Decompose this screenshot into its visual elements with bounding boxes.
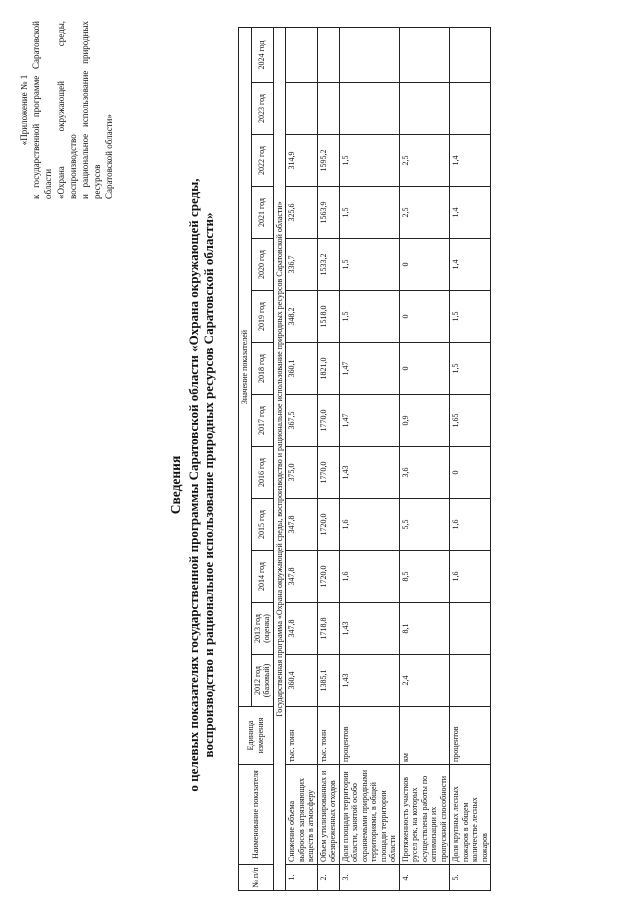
appendix-line: «Охрана окружающей среды, воспроизводство	[55, 21, 78, 199]
value-cell: 375,0	[286, 447, 318, 499]
value-cell: 1,4	[450, 239, 491, 291]
value-cell: 1,5	[339, 239, 399, 291]
row-number: 4.	[399, 865, 450, 891]
value-cell: 1,4	[450, 187, 491, 239]
value-cell: 3,6	[399, 447, 450, 499]
value-cell: 1,43	[339, 447, 399, 499]
value-cell	[317, 28, 339, 83]
value-cell	[399, 28, 450, 83]
row-number: 1.	[286, 865, 318, 891]
value-cell: 8,5	[399, 551, 450, 603]
value-cell: 2,5	[399, 187, 450, 239]
value-cell: 0	[399, 239, 450, 291]
value-cell	[286, 83, 318, 135]
value-cell: 1,5	[450, 291, 491, 343]
value-cell: 1,5	[339, 291, 399, 343]
year-header: 2017 год	[251, 395, 273, 447]
value-cell: 1,6	[339, 499, 399, 551]
indicator-unit: км	[399, 707, 450, 765]
value-cell: 1718,8	[317, 603, 339, 655]
value-cell: 0,9	[399, 395, 450, 447]
year-header: 2018 год	[251, 343, 273, 395]
indicators-table	[238, 27, 491, 891]
indicator-name: Снижение объема выбросов загрязняющих веществ в атмосферу	[286, 765, 318, 865]
value-cell: 1,65	[450, 395, 491, 447]
value-cell	[450, 83, 491, 135]
col-header-unit: Единица измерения	[239, 707, 274, 765]
appendix-note	[18, 21, 116, 199]
value-cell: 1533,2	[317, 239, 339, 291]
value-cell: 1720,0	[317, 499, 339, 551]
value-cell	[286, 28, 318, 83]
value-cell: 325,6	[286, 187, 318, 239]
year-header: 2012 год (базовый)	[251, 655, 273, 707]
indicator-unit: тыс. тонн	[317, 707, 339, 765]
value-cell: 5,5	[399, 499, 450, 551]
value-cell: 0	[399, 343, 450, 395]
value-cell: 1518,0	[317, 291, 339, 343]
indicator-unit: процентов	[339, 707, 399, 765]
value-cell: 1,43	[339, 655, 399, 707]
value-cell: 314,9	[286, 135, 318, 187]
value-cell	[339, 28, 399, 83]
col-header-values: Значение показателей	[239, 28, 252, 707]
value-cell	[450, 655, 491, 707]
value-cell: 347,8	[286, 551, 318, 603]
table-row	[450, 28, 491, 891]
appendix-line: Саратовской области»	[104, 114, 115, 199]
value-cell: 1,6	[339, 551, 399, 603]
year-header: 2016 год	[251, 447, 273, 499]
year-header: 2020 год	[251, 239, 273, 291]
value-cell	[339, 83, 399, 135]
document-heading	[168, 125, 216, 845]
year-header: 2024 год	[251, 28, 273, 83]
value-cell: 1385,1	[317, 655, 339, 707]
value-cell: 0	[450, 447, 491, 499]
year-header: 2015 год	[251, 499, 273, 551]
indicator-unit: процентов	[450, 707, 491, 765]
value-cell: 0	[399, 291, 450, 343]
indicator-name: Доля площади территории области, занятой особо охраняемыми природными территориями, в общей площади территории области	[339, 765, 399, 865]
value-cell: 367,5	[286, 395, 318, 447]
value-cell: 1,4	[450, 135, 491, 187]
row-number: 5.	[450, 865, 491, 891]
value-cell: 1,47	[339, 343, 399, 395]
value-cell	[399, 83, 450, 135]
table-row	[339, 28, 399, 891]
col-header-num: № п/п	[239, 865, 274, 891]
value-cell	[317, 83, 339, 135]
indicator-name: Протяженность участков русел рек, на которых осуществлены работы по оптимизации их пропускной способности	[399, 765, 450, 865]
value-cell	[450, 603, 491, 655]
table-row	[399, 28, 450, 891]
value-cell: 1,5	[450, 343, 491, 395]
value-cell: 360,1	[286, 343, 318, 395]
value-cell: 1,43	[339, 603, 399, 655]
heading-line-2: воспроизводство и рациональное использование природных ресурсов Саратовской области»	[201, 212, 216, 758]
appendix-line: к государственной программе Саратовской области	[31, 21, 54, 199]
value-cell: 1,6	[450, 499, 491, 551]
year-header: 2021 год	[251, 187, 273, 239]
value-cell: 1,5	[339, 187, 399, 239]
value-cell: 1770,0	[317, 395, 339, 447]
value-cell: 1821,0	[317, 343, 339, 395]
indicator-unit: тыс. тонн	[286, 707, 318, 765]
year-header: 2014 год	[251, 551, 273, 603]
appendix-line: «Приложение № 1	[19, 74, 29, 146]
heading-line-1: о целевых показателях государственной программы Саратовской области «Охрана окружающей среды,	[186, 178, 201, 792]
value-cell: 2,5	[399, 135, 450, 187]
value-cell: 336,7	[286, 239, 318, 291]
table-row	[317, 28, 339, 891]
value-cell: 1,47	[339, 395, 399, 447]
value-cell: 1,5	[339, 135, 399, 187]
year-header: 2022 год	[251, 135, 273, 187]
value-cell: 348,2	[286, 291, 318, 343]
year-header: 2019 год	[251, 291, 273, 343]
value-cell: 347,8	[286, 603, 318, 655]
program-title: Государственная программа «Охрана окружающей среды, воспроизводство и рациональное использование природных ресурсов Саратовской области»	[273, 28, 286, 891]
heading-title: Сведения	[168, 455, 183, 515]
value-cell: 2,4	[399, 655, 450, 707]
year-header: 2023 год	[251, 83, 273, 135]
col-header-name: Наименование показателя	[239, 765, 274, 865]
program-row	[273, 28, 286, 891]
value-cell: 1595,2	[317, 135, 339, 187]
value-cell: 1770,0	[317, 447, 339, 499]
value-cell	[450, 28, 491, 83]
year-header: 2013 год (оценка)	[251, 603, 273, 655]
value-cell: 360,4	[286, 655, 318, 707]
table-row	[286, 28, 318, 891]
value-cell: 1720,0	[317, 551, 339, 603]
row-number: 3.	[339, 865, 399, 891]
table-header-row	[239, 28, 252, 891]
value-cell: 347,8	[286, 499, 318, 551]
row-number: 2.	[317, 865, 339, 891]
indicator-name: Доля крупных лесных пожаров в общем количестве лесных пожаров	[450, 765, 491, 865]
indicator-name: Объем утилизированных и обезвреженных отходов	[317, 765, 339, 865]
value-cell: 1563,9	[317, 187, 339, 239]
value-cell: 8,1	[399, 603, 450, 655]
value-cell: 1,6	[450, 551, 491, 603]
appendix-line: и рациональное использование природных ресурсов	[80, 21, 103, 199]
